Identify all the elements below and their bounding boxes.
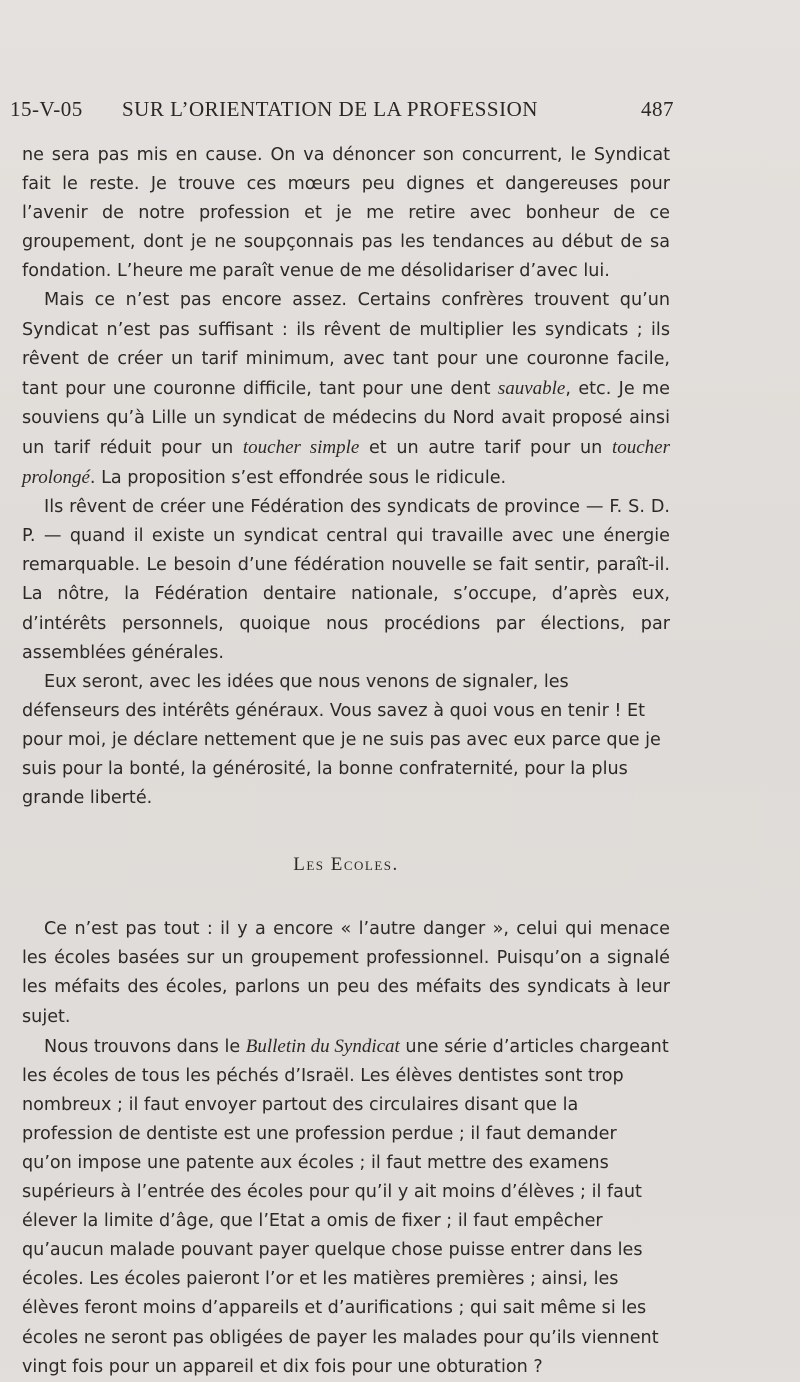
paragraph-3: Ils rêvent de créer une Fédération des syndicats de province — F. S. D. P. — quand il existe un syndicat central qui travaille avec une énergie remarquable. Le besoin d’une fédération nouvelle se fait sentir, paraît-il. La nôtre, la Fédération dentaire nationale, s’occupe, d’après eux, d’intérêts personnels, quoique nous procédions par élections, par assemblées générales. <box>22 497 670 663</box>
section-heading: Les Ecoles. <box>293 854 399 876</box>
italic-toucher-prolonge: toucher prolongé <box>22 436 670 489</box>
italic-bulletin-du-syndicat: Bulletin du Syndicat <box>245 1035 400 1057</box>
paragraph-4: Eux seront, avec les idées que nous venons de signaler, les défenseurs des intérêts généraux. Vous savez à quoi vous en tenir ! Et pour moi, je déclare nettement que je ne suis pas avec eux parce que je suis pour la bonté, la générosité, la bonne confraternité, pour la plus grande liberté. <box>22 671 661 809</box>
header-title: SUR L’ORIENTATION DE LA PROFESSION <box>122 97 538 121</box>
paragraph-1: ne sera pas mis en cause. On va dénoncer son concurrent, le Syndicat fait le reste. Je trouve ces mœurs peu dignes et dangereuses pour l’avenir de notre profession et je me retire avec bonheur de ce groupement, dont je ne soupçonnais pas les tendances au début de sa fondation. L’heure me paraît venue de me désolidariser d’avec lui. <box>22 145 670 282</box>
page-number: 487 <box>641 97 674 121</box>
paragraph-5: Ce n’est pas tout : il y a encore « l’autre danger », celui qui menace les écoles basées sur un groupement professionnel. Puisqu’on a signalé les méfaits des écoles, parlons un peu des méfaits des syndicats à leur sujet. <box>22 919 670 1027</box>
italic-sauvable: sauvable <box>497 377 566 399</box>
header-date: 15-V-05 <box>10 97 83 121</box>
paragraph-6: Nous trouvons dans le Bulletin du Syndicat une série d’articles chargeant les écoles de tous les péchés d’Israël. Les élèves dentistes sont trop nombreux ; il faut envoyer partout des circulaires disant que la profession de dentiste est une profession perdue ; il faut demander qu’on impose une patente aux écoles ; il faut mettre des examens supérieurs à l’entrée des écoles pour qu’il y ait moins d’élèves ; il faut élever la limite d’âge, que l’Etat a omis de fixer ; il faut empêcher qu’aucun malade pouvant payer quelque chose puisse entrer dans les écoles. Les écoles paieront l’or et les matières premières ; ainsi, les élèves feront moins d’appareils et d’aurifications ; qui sait même si les écoles ne seront pas obligées de payer les malades pour qu’ils viennent vingt fois pour un appareil et dix fois pour une obturation ? <box>22 1035 669 1377</box>
italic-toucher-simple: toucher simple <box>242 436 360 458</box>
paragraph-2: Mais ce n’est pas encore assez. Certains confrères trouvent qu’un Syndicat n’est pas suffisant : ils rêvent de multiplier les syndicats ; ils rêvent de créer un tarif minimum, avec tant pour une couronne facile, tant pour une couronne difficile, tant pour une dent sauvable, etc. Je me souviens qu’à Lille un syndicat de médecins du Nord avait proposé ainsi un tarif réduit pour un toucher simple et un autre tarif pour un toucher prolongé. La proposition s’est effondrée sous le ridicule. <box>22 290 670 489</box>
page-body <box>22 141 670 1382</box>
